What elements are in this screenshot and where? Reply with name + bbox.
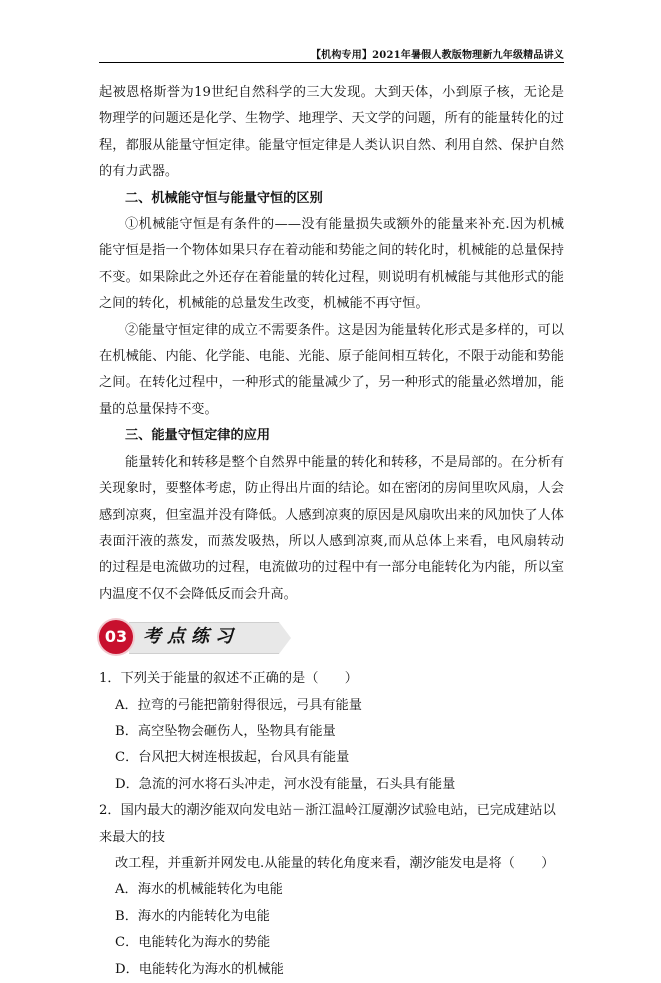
question-2-stem: 2．国内最大的潮汐能双向发电站－浙江温岭江厦潮汐试验电站，已完成建站以来最大的技: [99, 803, 556, 845]
question-1-option-c: C．台风把大树连根拔起，台风具有能量: [115, 750, 350, 766]
question-2-option-d: D．电能转化为海水的机械能: [115, 961, 284, 977]
section2-paragraph-1: ①机械能守恒是有条件的——没有能量损失或额外的能量来补充.因为机械能守恒是指一个物体如果只存在着动能和势能之间的转化时，机械能的总量保持不变。如果除此之外还存在着能量的转化过程，则说明有机械能与其他形式的能之间的转化，机械能的总量发生改变，机械能不再守恒。: [99, 217, 564, 312]
question-2-option-c: C．电能转化为海水的势能: [115, 935, 271, 951]
question-2: [99, 798, 564, 983]
question-1-stem: 1．下列关于能量的叙述不正确的是（ ）: [99, 671, 358, 687]
question-2-option-b: B．海水的内能转化为电能: [115, 908, 270, 924]
section-heading-3: 三、能量守恒定律的应用: [125, 428, 271, 444]
question-2-stem-continued: 改工程，并重新并网发电.从能量的转化角度来看，潮汐能发电是将（ ）: [115, 855, 555, 871]
question-2-option-a: A．海水的机械能转化为电能: [115, 882, 283, 898]
header-rule: [99, 62, 564, 63]
page-header: 【机构专用】2021年暑假人教版物理新九年级精品讲义: [310, 50, 564, 61]
question-1: [99, 666, 564, 798]
banner-title: 考点练习: [143, 626, 239, 648]
section-number: 03: [104, 627, 128, 647]
section-number-badge: [99, 620, 133, 654]
section2-paragraph-2: ②能量守恒定律的成立不需要条件。这是因为能量转化形式是多样的，可以在机械能、内能、化学能、电能、光能、原子能间相互转化，不限于动能和势能之间。在转化过程中，一种形式的能量减少了，另一种形式的能量必然增加，能量的总量保持不变。: [99, 322, 564, 417]
document-body: [99, 80, 564, 983]
section3-paragraph-1: 能量转化和转移是整个自然界中能量的转化和转移，不是局部的。在分析有关现象时，要整体考虑，防止得出片面的结论。如在密闭的房间里吹风扇，人会感到凉爽，但室温并没有降低。人感到凉爽的原因是风扇吹出来的风加快了人体表面汗液的蒸发，而蒸发吸热，所以人感到凉爽,而从总体上来看，电风扇转动的过程是电流做功的过程，电流做功的过程中有一部分电能转化为内能，所以室内温度不仅不会降低反而会升高。: [99, 454, 564, 602]
section-heading-2: 二、机械能守恒与能量守恒的区别: [125, 190, 323, 206]
practice-banner: [99, 616, 564, 660]
question-1-option-a: A．拉弯的弓能把箭射得很远，弓具有能量: [115, 697, 362, 713]
banner-arrow-tip: [279, 622, 291, 654]
question-1-option-b: B．高空坠物会砸伤人，坠物具有能量: [115, 723, 336, 739]
intro-paragraph: 起被恩格斯誉为19世纪自然科学的三大发现。大到天体，小到原子核，无论是物理学的问题还是化学、生物学、地理学、天文学的问题，所有的能量转化的过程，都服从能量守恒定律。能量守恒定律是人类认识自然、利用自然、保护自然的有力武器。: [99, 85, 564, 180]
question-1-option-d: D．急流的河水将石头冲走，河水没有能量，石头具有能量: [115, 776, 456, 792]
